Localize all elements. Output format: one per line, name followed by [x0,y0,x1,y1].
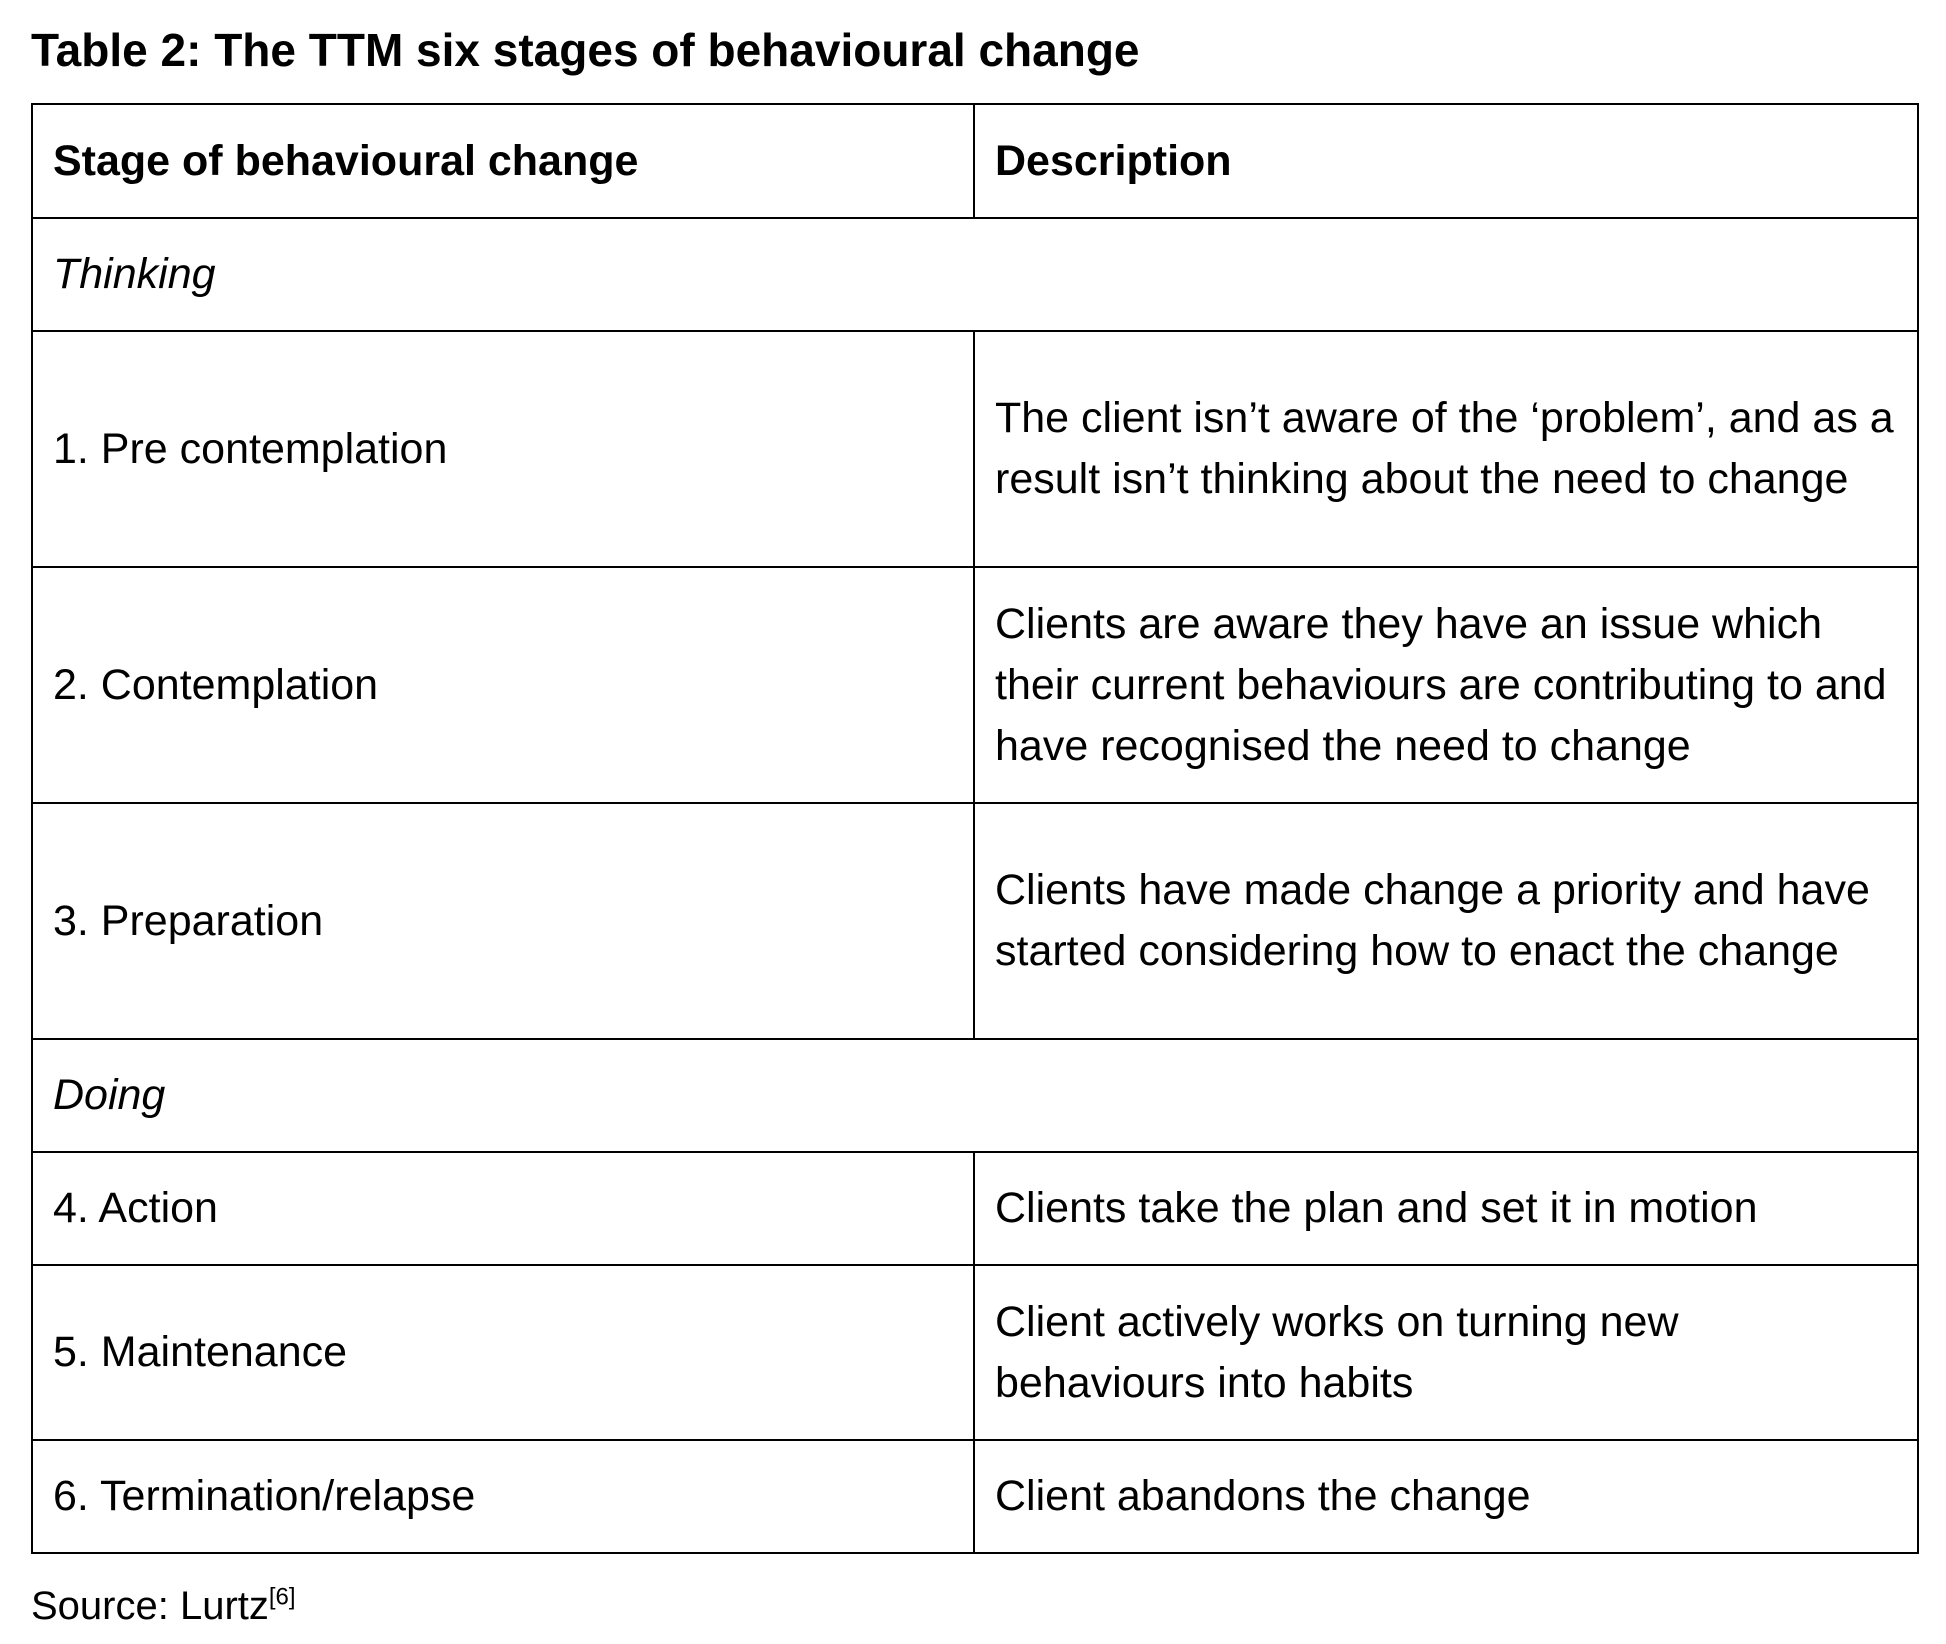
table-row [32,1152,1918,1265]
description-cell: The client isn’t aware of the ‘problem’, and as a result isn’t thinking about the need to change [974,331,1918,567]
source-note [31,1578,296,1634]
header-stage: Stage of behavioural change [32,104,974,218]
stage-cell: 3. Preparation [32,803,974,1039]
source-text: Source: Lurtz [31,1584,269,1628]
table-row [32,567,1918,803]
table-caption: Table 2: The TTM six stages of behavioural change [31,24,1140,76]
stage-cell: 1. Pre contemplation [32,331,974,567]
description-cell: Client abandons the change [974,1440,1918,1553]
header-description: Description [974,104,1918,218]
description-cell: Clients take the plan and set it in motion [974,1152,1918,1265]
group-label: Doing [32,1039,1918,1152]
description-cell: Clients are aware they have an issue which their current behaviours are contributing to and have recognised the need to change [974,567,1918,803]
group-label: Thinking [32,218,1918,331]
table-header-row [32,104,1918,218]
stage-cell: 6. Termination/relapse [32,1440,974,1553]
table-row [32,331,1918,567]
description-cell: Client actively works on turning new behaviours into habits [974,1265,1918,1440]
table-row [32,1265,1918,1440]
stage-cell: 4. Action [32,1152,974,1265]
citation-reference[interactable]: [6] [268,1583,296,1611]
group-row-thinking [32,218,1918,331]
stages-table [31,103,1919,1554]
group-row-doing [32,1039,1918,1152]
table-row [32,1440,1918,1553]
stage-cell: 5. Maintenance [32,1265,974,1440]
description-cell: Clients have made change a priority and have started considering how to enact the change [974,803,1918,1039]
stage-cell: 2. Contemplation [32,567,974,803]
table-row [32,803,1918,1039]
